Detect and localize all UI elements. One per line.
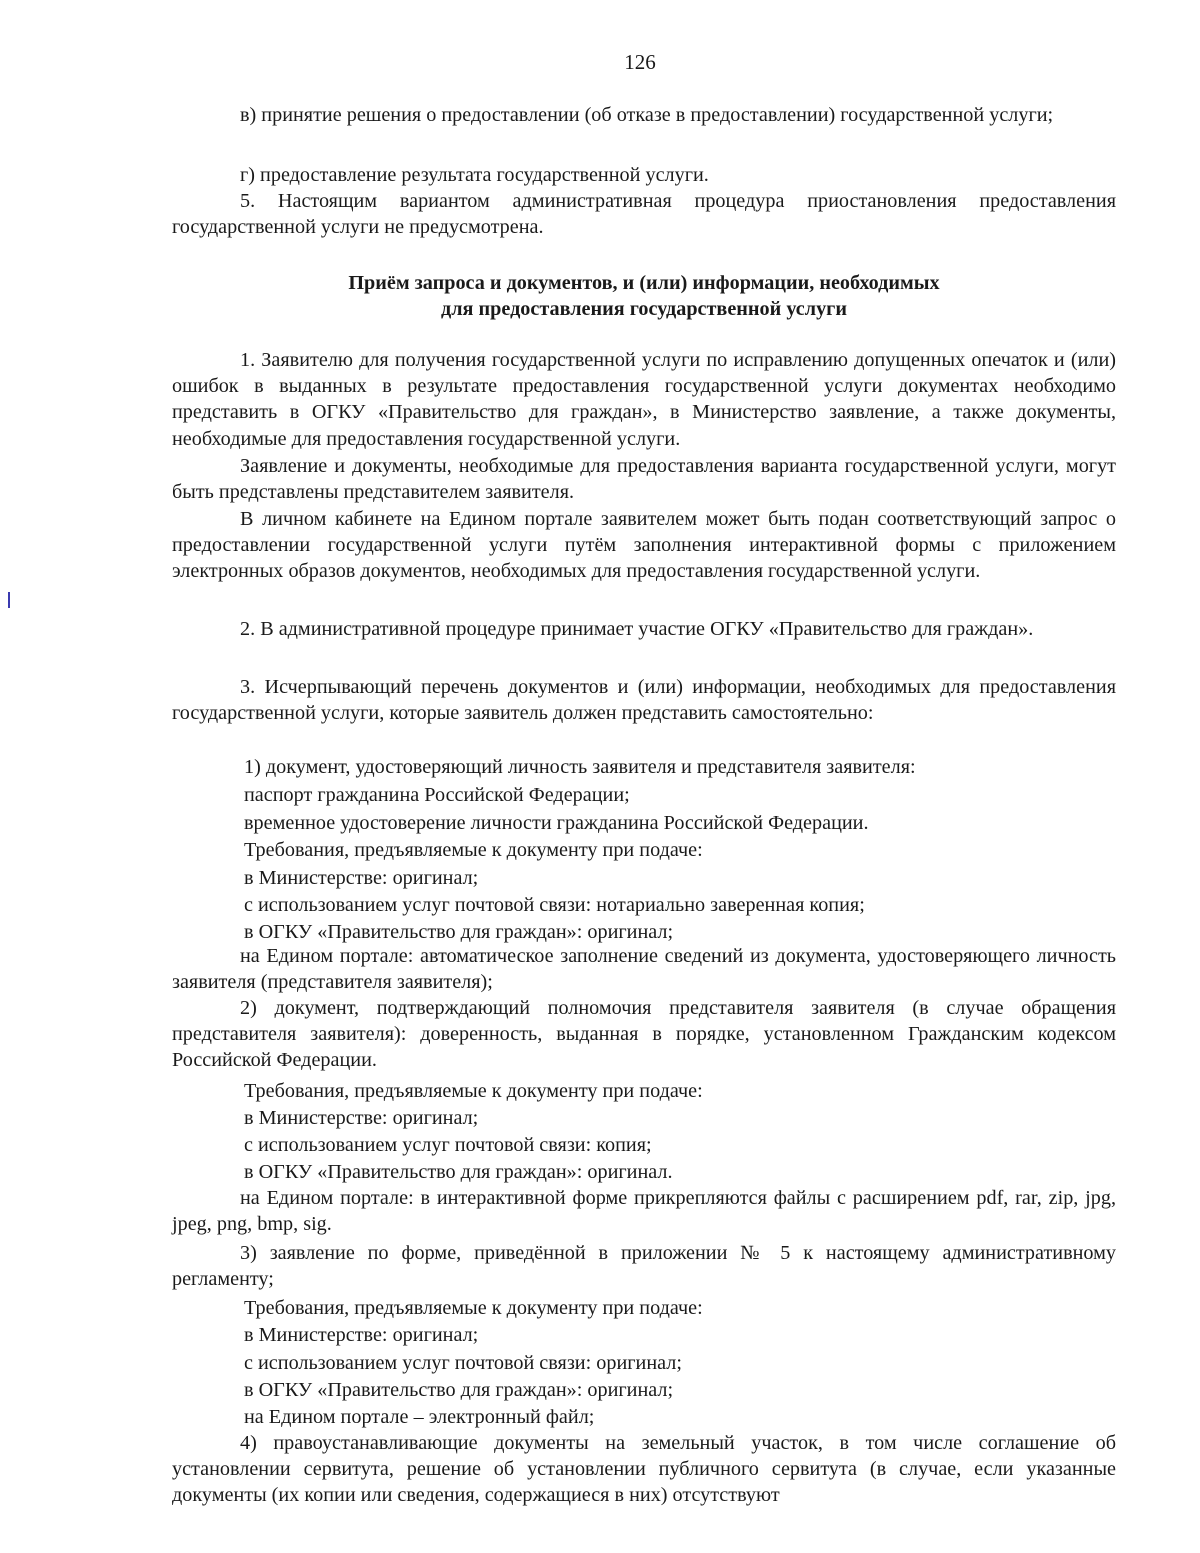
list-item-passport: паспорт гражданина Российской Федерации;	[244, 784, 630, 806]
list-item-requirements-2: Требования, предъявляемые к документу при подаче:	[244, 1080, 703, 1102]
paragraph-application-form: 3) заявление по форме, приведённой в приложении № 5 к настоящему административному регламенту;	[172, 1242, 1116, 1291]
list-item-ogku: в ОГКУ «Правительство для граждан»: оригинал;	[244, 921, 674, 943]
list-item-ogku-2: в ОГКУ «Правительство для граждан»: оригинал.	[244, 1161, 673, 1183]
list-item-post-3: с использованием услуг почтовой связи: оригинал;	[244, 1352, 682, 1374]
scan-edge-mark	[8, 592, 10, 608]
list-item-requirements: Требования, предъявляемые к документу при подаче:	[244, 839, 703, 861]
list-item-requirements-3: Требования, предъявляемые к документу при подаче:	[244, 1297, 703, 1319]
list-item-ministry-2: в Министерстве: оригинал;	[244, 1107, 479, 1129]
section-heading-line-1: Приём запроса и документов, и (или) информации, необходимых	[348, 272, 940, 294]
paragraph-item-2: 2. В административной процедуре принимает участие ОГКУ «Правительство для граждан».	[240, 618, 1034, 640]
paragraph-item-1: 1. Заявителю для получения государственной услуги по исправлению допущенных опечаток и (или) ошибок в выданных в результате предоставления государственной услуги документах необходимо представить в ОГКУ «Правительство для граждан», в Министерство заявление, а также документы, необходимые для предоставления государственной услуги.	[172, 349, 1116, 450]
list-item-identity-doc: 1) документ, удостоверяющий личность заявителя и представителя заявителя:	[244, 756, 916, 778]
paragraph-g: г) предоставление результата государственной услуги.	[240, 164, 709, 186]
paragraph-5: 5. Настоящим вариантом административная процедура приостановления предоставления государственной услуги не предусмотрена.	[172, 190, 1116, 239]
list-item-portal-3: на Едином портале – электронный файл;	[244, 1406, 595, 1428]
paragraph-v: в) принятие решения о предоставлении (об отказе в предоставлении) государственной услуги;	[240, 104, 1054, 126]
paragraph-land-documents: 4) правоустанавливающие документы на земельный участок, в том числе соглашение об установлении сервитута, решение об установлении публичного сервитута (в случае, если указанные документы (их копии или сведения, содержащиеся в них) отсутствуют	[172, 1432, 1116, 1507]
list-item-temporary-id: временное удостоверение личности гражданина Российской Федерации.	[244, 812, 869, 834]
page-number: 126	[624, 50, 656, 74]
paragraph-item-3: 3. Исчерпывающий перечень документов и (или) информации, необходимых для предоставления государственной услуги, которые заявитель должен представить самостоятельно:	[172, 676, 1116, 725]
list-item-post: с использованием услуг почтовой связи: нотариально заверенная копия;	[244, 894, 865, 916]
list-item-post-2: с использованием услуг почтовой связи: копия;	[244, 1134, 652, 1156]
paragraph-personal-cabinet: В личном кабинете на Едином портале заявителем может быть подан соответствующий запрос о предоставлении государственной услуги путём заполнения интерактивной формы с приложением электронных образов документов, необходимых для предоставления государственной услуги.	[172, 508, 1116, 583]
paragraph-representative: Заявление и документы, необходимые для предоставления варианта государственной услуги, могут быть представлены представителем заявителя.	[172, 455, 1116, 504]
list-item-ministry: в Министерстве: оригинал;	[244, 867, 479, 889]
paragraph-portal-files: на Едином портале: в интерактивной форме прикрепляются файлы с расширением pdf, rar, zip, jpg, jpeg, png, bmp, sig.	[172, 1187, 1116, 1236]
list-item-ministry-3: в Министерстве: оригинал;	[244, 1324, 479, 1346]
paragraph-authority-doc: 2) документ, подтверждающий полномочия представителя заявителя (в случае обращения представителя заявителя): доверенность, выданная в порядке, установленном Гражданским кодексом Российской Федерации.	[172, 997, 1116, 1072]
list-item-ogku-3: в ОГКУ «Правительство для граждан»: оригинал;	[244, 1379, 674, 1401]
section-heading-line-2: для предоставления государственной услуги	[441, 298, 847, 320]
paragraph-portal-autofill: на Едином портале: автоматическое заполнение сведений из документа, удостоверяющего личность заявителя (представителя заявителя);	[172, 945, 1116, 994]
